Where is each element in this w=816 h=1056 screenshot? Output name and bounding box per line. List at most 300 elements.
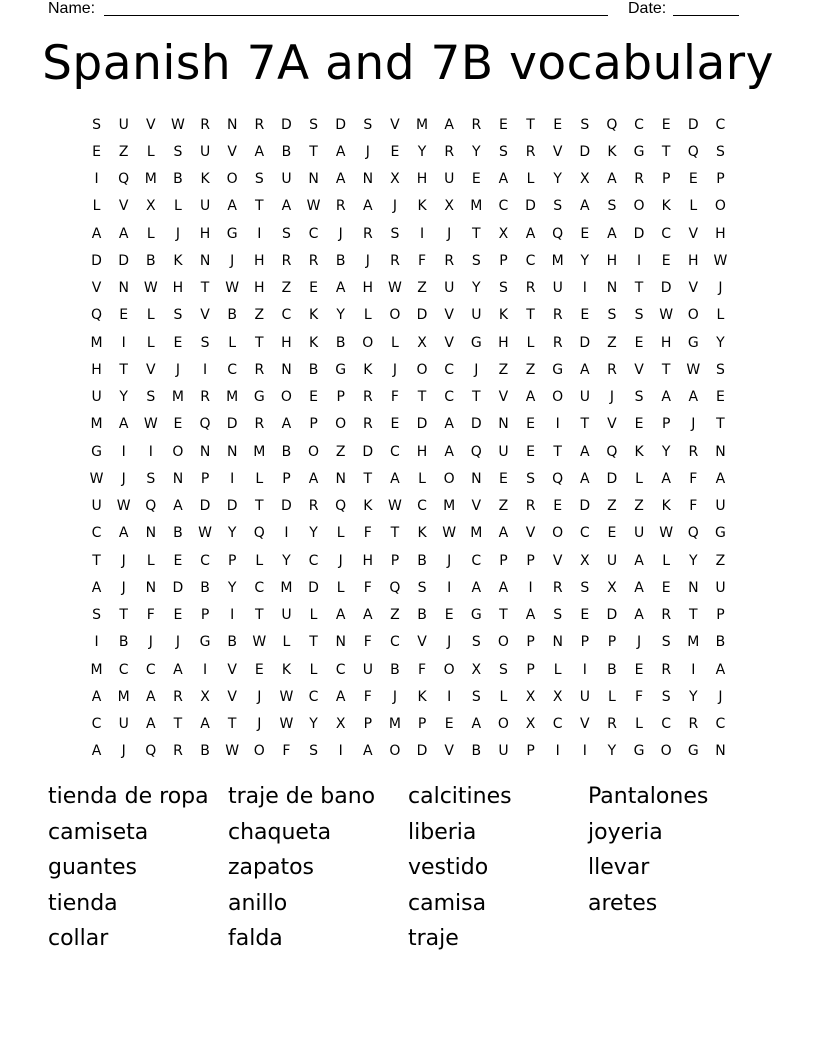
grid-letter: H [606, 252, 618, 269]
grid-letter: C [715, 716, 726, 733]
grid-letter: R [525, 498, 536, 515]
grid-letter: M [470, 198, 483, 215]
grid-letter: C [390, 634, 400, 651]
grid-letter: L [255, 552, 264, 569]
grid-letter: I [121, 443, 126, 460]
grid-letter: N [335, 634, 346, 651]
grid-letter: P [661, 416, 671, 433]
grid-letter: A [173, 498, 183, 515]
grid-letter: L [146, 552, 155, 569]
grid-letter: J [121, 743, 126, 760]
grid-letter: B [227, 307, 237, 324]
grid-letter: U [281, 607, 292, 624]
grid-letter: Z [417, 280, 427, 297]
grid-letter: C [444, 389, 455, 406]
grid-letter: T [309, 143, 318, 160]
grid-letter: U [199, 198, 211, 215]
word-list-item: llevar [588, 855, 650, 880]
grid-letter: R [525, 143, 536, 160]
grid-letter: Q [552, 225, 564, 242]
grid-letter: L [336, 579, 345, 596]
grid-letter: A [580, 470, 590, 487]
grid-letter: L [146, 225, 155, 242]
grid-letter: E [553, 498, 563, 515]
grid-letter: I [447, 579, 452, 596]
grid-letter: M [687, 634, 700, 651]
grid-letter: H [498, 334, 509, 351]
grid-letter: I [257, 225, 262, 242]
grid-letter: V [227, 661, 237, 678]
grid-letter: F [390, 389, 399, 406]
grid-letter: S [173, 143, 183, 160]
grid-letter: A [335, 607, 346, 624]
grid-letter: C [417, 498, 427, 515]
grid-letter: X [335, 716, 346, 733]
grid-letter: T [227, 716, 237, 733]
grid-letter: A [498, 171, 509, 188]
grid-letter: S [661, 688, 671, 705]
grid-letter: N [226, 116, 238, 133]
grid-letter: Y [689, 552, 698, 569]
grid-letter: D [606, 607, 618, 624]
grid-letter: T [472, 389, 481, 406]
grid-letter: W [442, 525, 457, 542]
grid-letter: W [89, 470, 104, 487]
grid-letter: A [281, 198, 292, 215]
grid-letter: C [308, 552, 319, 569]
grid-letter: S [146, 389, 156, 406]
grid-letter: O [552, 389, 564, 406]
grid-letter: P [363, 716, 373, 733]
grid-letter: R [634, 171, 644, 188]
grid-letter: G [687, 334, 699, 351]
grid-letter: Z [335, 443, 346, 460]
grid-letter: Q [253, 525, 265, 542]
grid-letter: W [388, 280, 402, 297]
grid-letter: Z [715, 552, 726, 569]
grid-letter: V [200, 307, 210, 324]
grid-row [83, 547, 735, 574]
grid-letter: E [444, 716, 454, 733]
grid-letter: X [525, 716, 536, 733]
grid-letter: T [119, 361, 128, 378]
grid-letter: C [281, 307, 292, 324]
word-list-item: vestido [408, 855, 489, 880]
grid-letter: T [499, 607, 508, 624]
grid-letter: L [146, 143, 155, 160]
grid-letter: R [308, 252, 319, 269]
grid-letter: P [607, 634, 617, 651]
grid-letter: C [634, 116, 644, 133]
grid-letter: T [255, 334, 264, 351]
grid-letter: A [91, 688, 102, 705]
grid-letter: K [661, 498, 671, 515]
grid-letter: B [200, 743, 210, 760]
grid-letter: N [471, 470, 482, 487]
grid-letter: I [202, 661, 208, 678]
grid-letter: N [335, 470, 346, 487]
grid-row [83, 356, 735, 383]
grid-letter: Z [281, 280, 292, 297]
grid-letter: L [309, 607, 318, 624]
grid-letter: E [661, 116, 671, 133]
grid-letter: I [555, 416, 560, 433]
grid-letter: V [634, 361, 644, 378]
grid-letter: E [634, 334, 644, 351]
grid-letter: A [335, 143, 346, 160]
grid-letter: J [338, 552, 343, 569]
grid-letter: H [362, 280, 374, 297]
grid-letter: C [227, 361, 238, 378]
grid-letter: G [470, 334, 482, 351]
grid-letter: G [633, 143, 645, 160]
grid-letter: O [552, 525, 564, 542]
grid-letter: R [552, 307, 563, 324]
grid-letter: H [362, 552, 374, 569]
grid-letter: I [447, 688, 452, 705]
grid-row [83, 302, 735, 329]
grid-letter: H [172, 280, 184, 297]
word-list-item: tienda [48, 890, 118, 916]
grid-letter: S [498, 661, 508, 678]
grid-letter: K [417, 525, 427, 542]
grid-letter: F [363, 525, 372, 542]
grid-letter: P [526, 661, 535, 678]
grid-letter: T [119, 607, 128, 624]
grid-letter: Z [607, 334, 617, 351]
grid-letter: L [553, 661, 562, 678]
grid-letter: P [580, 634, 590, 651]
grid-letter: A [444, 116, 454, 133]
grid-row [83, 683, 735, 710]
grid-letter: J [392, 688, 397, 705]
word-list-item: chaqueta [228, 819, 332, 845]
grid-letter: S [634, 389, 644, 406]
grid-letter: Z [254, 307, 265, 324]
grid-letter: B [281, 443, 292, 460]
grid-letter: E [580, 307, 590, 324]
grid-letter: O [362, 334, 374, 351]
grid-letter: E [634, 661, 644, 678]
grid-letter: C [200, 552, 210, 569]
grid-letter: C [471, 552, 482, 569]
grid-letter: M [253, 443, 266, 460]
grid-letter: P [417, 716, 427, 733]
grid-row [83, 384, 735, 411]
grid-letter: U [362, 661, 373, 678]
grid-letter: X [552, 688, 563, 705]
grid-letter: L [92, 198, 101, 215]
grid-letter: A [91, 225, 102, 242]
grid-letter: U [91, 389, 102, 406]
grid-letter: R [661, 607, 672, 624]
grid-letter: P [499, 552, 508, 569]
grid-letter: B [471, 743, 482, 760]
grid-letter: C [444, 361, 455, 378]
grid-letter: C [525, 252, 536, 269]
grid-letter: V [552, 143, 563, 160]
grid-letter: P [716, 607, 725, 624]
grid-letter: M [470, 525, 483, 542]
grid-letter: O [443, 470, 455, 487]
grid-letter: D [416, 743, 428, 760]
grid-letter: A [118, 525, 129, 542]
grid-letter: N [606, 280, 618, 297]
grid-letter: G [715, 525, 726, 542]
grid-letter: C [579, 525, 590, 542]
grid-row [83, 520, 735, 547]
grid-letter: B [118, 634, 129, 651]
grid-letter: V [580, 716, 590, 733]
grid-letter: P [661, 171, 671, 188]
grid-letter: Y [607, 743, 617, 760]
grid-letter: S [661, 634, 671, 651]
grid-letter: P [526, 743, 535, 760]
grid-letter: Y [227, 579, 237, 596]
grid-letter: C [661, 716, 672, 733]
grid-letter: E [173, 334, 183, 351]
grid-letter: A [471, 579, 482, 596]
grid-letter: R [444, 143, 455, 160]
page-title: Spanish 7A and 7B vocabulary [42, 36, 774, 91]
grid-letter: Y [309, 716, 318, 733]
grid-letter: I [582, 743, 587, 760]
grid-letter: N [172, 470, 184, 487]
grid-letter: L [418, 470, 426, 487]
grid-letter: J [636, 634, 642, 651]
grid-letter: Y [472, 280, 481, 297]
grid-letter: S [363, 116, 373, 133]
grid-letter: N [145, 525, 157, 542]
grid-letter: I [636, 252, 642, 269]
grid-letter: E [661, 252, 671, 269]
grid-letter: P [499, 252, 508, 269]
grid-letter: A [146, 716, 156, 733]
grid-letter: Y [689, 688, 698, 705]
grid-letter: A [363, 607, 373, 624]
grid-letter: U [579, 688, 590, 705]
grid-letter: W [659, 525, 674, 542]
grid-letter: L [608, 688, 616, 705]
grid-letter: Z [498, 498, 509, 515]
grid-letter: G [253, 389, 265, 406]
word-list-item: guantes [48, 855, 137, 880]
grid-letter: B [335, 334, 346, 351]
grid-letter: A [91, 743, 102, 760]
grid-letter: Y [119, 389, 128, 406]
grid-letter: W [225, 280, 240, 297]
grid-letter: C [308, 225, 319, 242]
grid-letter: T [255, 198, 264, 215]
grid-letter: B [308, 361, 319, 378]
grid-letter: R [173, 743, 183, 760]
grid-letter: K [363, 498, 373, 515]
grid-letter: K [661, 198, 671, 215]
grid-letter: A [200, 716, 210, 733]
grid-letter: O [253, 743, 265, 760]
grid-letter: R [335, 198, 346, 215]
grid-letter: I [94, 171, 99, 188]
grid-letter: E [553, 116, 563, 133]
grid-letter: A [498, 579, 509, 596]
grid-letter: M [90, 416, 103, 433]
grid-letter: D [579, 143, 591, 160]
grid-letter: V [471, 498, 482, 515]
grid-letter: K [417, 688, 427, 705]
grid-letter: F [363, 634, 372, 651]
grid-letter: Y [661, 443, 671, 460]
grid-letter: L [662, 552, 671, 569]
grid-letter: Z [118, 143, 129, 160]
grid-letter: N [498, 416, 509, 433]
grid-letter: L [391, 334, 399, 351]
grid-letter: R [471, 116, 482, 133]
grid-letter: I [230, 470, 235, 487]
grid-letter: Q [145, 743, 157, 760]
grid-letter: A [335, 171, 346, 188]
grid-letter: B [173, 171, 183, 188]
grid-letter: E [607, 525, 617, 542]
grid-letter: V [227, 143, 237, 160]
word-list-item: calcitines [408, 784, 512, 809]
grid-letter: J [365, 252, 370, 269]
grid-letter: S [607, 307, 617, 324]
grid-letter: C [91, 716, 102, 733]
grid-letter: D [525, 198, 536, 215]
grid-letter: Q [199, 416, 211, 433]
grid-letter: E [499, 116, 508, 133]
grid-letter: O [660, 743, 672, 760]
grid-letter: P [282, 470, 291, 487]
grid-letter: D [362, 443, 374, 460]
grid-letter: H [416, 171, 428, 188]
grid-letter: V [390, 116, 400, 133]
grid-letter: M [388, 716, 401, 733]
grid-letter: S [715, 361, 725, 378]
grid-letter: G [199, 634, 211, 651]
grid-letter: I [555, 743, 560, 760]
grid-letter: R [281, 252, 292, 269]
grid-letter: L [635, 716, 643, 733]
grid-letter: S [390, 225, 400, 242]
word-list-item: falda [228, 926, 283, 951]
grid-letter: E [688, 171, 698, 188]
grid-letter: J [691, 416, 696, 433]
grid-letter: C [661, 225, 672, 242]
grid-letter: I [582, 661, 587, 678]
grid-letter: T [580, 416, 590, 433]
grid-letter: A [715, 661, 726, 678]
grid-letter: W [279, 716, 294, 733]
grid-letter: D [172, 579, 184, 596]
grid-letter: G [552, 361, 564, 378]
grid-letter: K [498, 307, 509, 324]
grid-letter: A [661, 389, 671, 406]
grid-letter: J [718, 688, 723, 705]
grid-letter: B [200, 579, 210, 596]
grid-letter: S [281, 225, 291, 242]
grid-letter: I [202, 361, 208, 378]
grid-letter: M [90, 334, 103, 351]
grid-letter: H [91, 361, 102, 378]
grid-letter: T [363, 470, 373, 487]
grid-letter: N [552, 634, 563, 651]
grid-letter: M [117, 688, 130, 705]
grid-letter: T [526, 116, 535, 133]
grid-letter: S [471, 252, 481, 269]
grid-letter: O [416, 361, 428, 378]
grid-letter: A [444, 443, 454, 460]
grid-letter: L [526, 334, 535, 351]
grid-row [83, 438, 735, 465]
grid-row [83, 166, 735, 193]
grid-letter: Y [553, 171, 562, 188]
grid-letter: S [92, 607, 101, 624]
grid-letter: S [92, 116, 101, 133]
grid-letter: S [553, 607, 563, 624]
grid-letter: R [200, 389, 210, 406]
grid-letter: E [471, 171, 481, 188]
grid-letter: U [471, 307, 482, 324]
grid-letter: P [716, 171, 725, 188]
grid-letter: Y [227, 525, 237, 542]
grid-letter: J [121, 552, 126, 569]
grid-letter: R [254, 361, 265, 378]
grid-letter: H [281, 334, 292, 351]
grid-letter: A [715, 470, 726, 487]
grid-letter: R [173, 688, 183, 705]
grid-letter: S [580, 116, 590, 133]
word-list [48, 779, 768, 957]
grid-letter: Y [282, 552, 291, 569]
grid-letter: H [715, 225, 726, 242]
grid-letter: U [633, 525, 645, 542]
grid-letter: Q [606, 443, 618, 460]
grid-letter: J [392, 198, 397, 215]
grid-letter: L [282, 634, 291, 651]
grid-letter: U [715, 579, 726, 596]
grid-letter: I [691, 661, 696, 678]
grid-letter: D [660, 280, 672, 297]
grid-letter: U [498, 743, 509, 760]
grid-letter: D [281, 116, 292, 133]
grid-letter: T [173, 716, 183, 733]
grid-letter: S [146, 470, 156, 487]
grid-letter: A [390, 470, 400, 487]
word-list-item: traje de bano [228, 784, 376, 809]
grid-letter: W [116, 498, 131, 515]
grid-letter: S [417, 579, 427, 596]
grid-letter: A [363, 198, 373, 215]
grid-letter: U [118, 716, 129, 733]
grid-letter: E [580, 225, 590, 242]
grid-letter: L [363, 307, 372, 324]
grid-letter: L [146, 307, 155, 324]
grid-letter: A [634, 579, 644, 596]
grid-letter: S [634, 307, 644, 324]
grid-letter: P [309, 416, 318, 433]
grid-letter: U [498, 443, 509, 460]
grid-letter: X [146, 198, 156, 215]
grid-letter: Q [470, 443, 482, 460]
date-label: Date: [628, 0, 667, 17]
grid-letter: O [308, 443, 320, 460]
grid-letter: B [417, 552, 427, 569]
grid-letter: A [444, 416, 454, 433]
grid-letter: W [225, 743, 240, 760]
grid-letter: U [91, 498, 102, 515]
grid-letter: L [499, 688, 508, 705]
